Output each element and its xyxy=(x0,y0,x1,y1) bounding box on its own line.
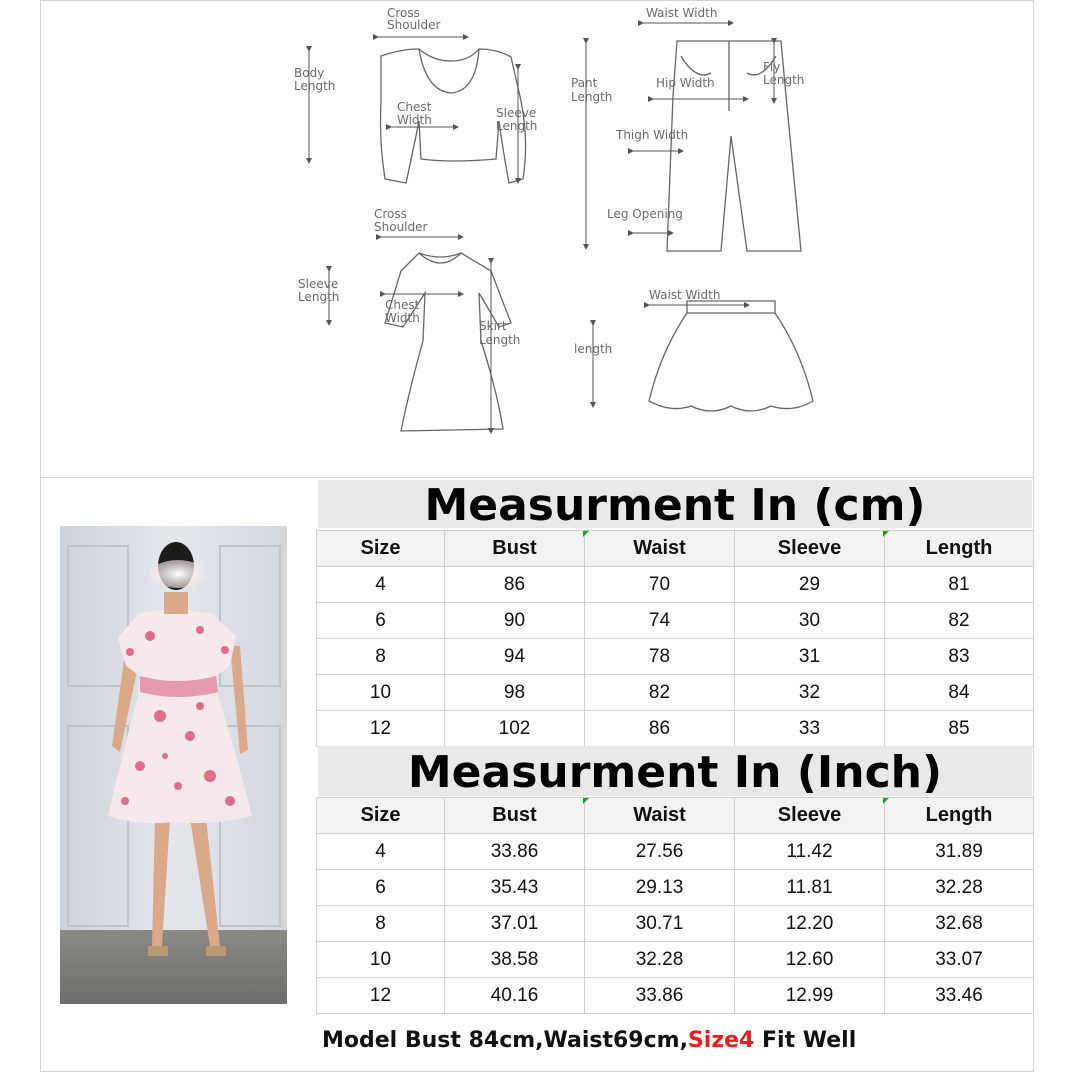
cell-waist: 27.56 xyxy=(585,834,735,870)
cell-length: 33.46 xyxy=(885,978,1034,1014)
note-size-highlight: Size4 xyxy=(687,1028,755,1053)
cell-length: 33.07 xyxy=(885,942,1034,978)
cell-waist: 74 xyxy=(585,603,735,639)
label-body-length: Body xyxy=(294,66,325,80)
label-length: length xyxy=(574,342,613,356)
cell-sleeve: 12.99 xyxy=(735,978,885,1014)
cell-marker-icon xyxy=(883,531,889,537)
label-skirt-waist-width: Waist Width xyxy=(649,288,721,302)
size-table-cm xyxy=(316,530,1034,747)
table-row xyxy=(317,834,1034,870)
svg-text:Width: Width xyxy=(397,113,432,127)
header-size: Size xyxy=(317,798,445,834)
cell-size: 10 xyxy=(317,942,445,978)
cell-size: 12 xyxy=(317,978,445,1014)
label-cross-shoulder: Cross xyxy=(387,6,420,20)
table-row xyxy=(317,870,1034,906)
cell-sleeve: 31 xyxy=(735,639,885,675)
header-waist: Waist xyxy=(585,798,735,834)
cell-length: 84 xyxy=(885,675,1034,711)
measurement-diagram xyxy=(41,1,1035,479)
table-title-inch: Measurment In (Inch) xyxy=(318,746,1032,796)
cell-bust: 35.43 xyxy=(445,870,585,906)
label-waist-width: Waist Width xyxy=(646,6,718,20)
label-dress-cross-shoulder: Cross xyxy=(374,207,407,221)
header-waist: Waist xyxy=(585,531,735,567)
cell-size: 8 xyxy=(317,906,445,942)
cell-bust: 98 xyxy=(445,675,585,711)
cell-bust: 38.58 xyxy=(445,942,585,978)
skirt-sketch xyxy=(649,301,813,411)
cell-sleeve: 12.20 xyxy=(735,906,885,942)
label-skirt-length: Skirt xyxy=(479,319,507,333)
label-pant-length: Pant xyxy=(571,76,598,90)
cell-bust: 33.86 xyxy=(445,834,585,870)
cell-size: 6 xyxy=(317,870,445,906)
svg-text:Length: Length xyxy=(479,333,521,347)
cell-sleeve: 11.81 xyxy=(735,870,885,906)
table-header-row xyxy=(317,798,1034,834)
size-table-inch xyxy=(316,797,1034,1014)
cell-size: 12 xyxy=(317,711,445,747)
cell-bust: 102 xyxy=(445,711,585,747)
svg-text:Width: Width xyxy=(385,311,420,325)
table-row xyxy=(317,603,1034,639)
table-row xyxy=(317,906,1034,942)
label-dress-sleeve-length: Sleeve xyxy=(298,277,339,291)
label-dress-chest-width: Chest xyxy=(385,298,420,312)
cell-size: 4 xyxy=(317,834,445,870)
svg-text:Shoulder: Shoulder xyxy=(374,220,428,234)
cell-bust: 94 xyxy=(445,639,585,675)
header-size: Size xyxy=(317,531,445,567)
cell-length: 31.89 xyxy=(885,834,1034,870)
cell-size: 6 xyxy=(317,603,445,639)
cell-marker-icon xyxy=(883,798,889,804)
model-photo-illustration xyxy=(60,526,287,1004)
note-text: Model Bust 84cm,Waist69cm, xyxy=(322,1028,688,1053)
measurement-diagram-panel xyxy=(40,0,1034,478)
header-bust: Bust xyxy=(445,798,585,834)
cell-waist: 32.28 xyxy=(585,942,735,978)
cell-sleeve: 30 xyxy=(735,603,885,639)
svg-text:Length: Length xyxy=(496,119,538,133)
cell-size: 4 xyxy=(317,567,445,603)
label-leg-opening: Leg Opening xyxy=(607,207,683,221)
svg-text:Length: Length xyxy=(763,73,805,87)
header-length: Length xyxy=(885,798,1034,834)
header-length: Length xyxy=(885,531,1034,567)
cell-waist: 33.86 xyxy=(585,978,735,1014)
cell-sleeve: 12.60 xyxy=(735,942,885,978)
note-text-end: Fit Well xyxy=(754,1028,857,1053)
cell-sleeve: 11.42 xyxy=(735,834,885,870)
cell-bust: 37.01 xyxy=(445,906,585,942)
table-row xyxy=(317,675,1034,711)
cell-length: 32.68 xyxy=(885,906,1034,942)
cell-waist: 78 xyxy=(585,639,735,675)
cell-waist: 70 xyxy=(585,567,735,603)
cell-bust: 90 xyxy=(445,603,585,639)
cell-waist: 29.13 xyxy=(585,870,735,906)
table-row xyxy=(317,567,1034,603)
header-bust: Bust xyxy=(445,531,585,567)
cell-marker-icon xyxy=(583,798,589,804)
svg-text:Length: Length xyxy=(294,79,336,93)
table-row xyxy=(317,639,1034,675)
cell-size: 10 xyxy=(317,675,445,711)
cell-waist: 86 xyxy=(585,711,735,747)
svg-text:Shoulder: Shoulder xyxy=(387,18,441,32)
svg-text:Length: Length xyxy=(298,290,340,304)
cell-length: 81 xyxy=(885,567,1034,603)
cell-length: 85 xyxy=(885,711,1034,747)
label-hip-width: Hip Width xyxy=(656,76,715,90)
model-fit-note xyxy=(322,1028,856,1053)
table-row xyxy=(317,942,1034,978)
cell-waist: 30.71 xyxy=(585,906,735,942)
cell-length: 32.28 xyxy=(885,870,1034,906)
cell-size: 8 xyxy=(317,639,445,675)
cell-bust: 86 xyxy=(445,567,585,603)
cell-bust: 40.16 xyxy=(445,978,585,1014)
model-photo xyxy=(60,526,287,1004)
table-row xyxy=(317,978,1034,1014)
header-sleeve: Sleeve xyxy=(735,531,885,567)
label-sleeve-length: Sleeve xyxy=(496,106,537,120)
cell-length: 83 xyxy=(885,639,1034,675)
label-chest-width: Chest xyxy=(397,100,432,114)
cell-sleeve: 32 xyxy=(735,675,885,711)
table-row xyxy=(317,711,1034,747)
cell-marker-icon xyxy=(583,531,589,537)
table-title-cm: Measurment In (cm) xyxy=(318,480,1032,528)
cell-length: 82 xyxy=(885,603,1034,639)
cell-waist: 82 xyxy=(585,675,735,711)
table-header-row xyxy=(317,531,1034,567)
label-fly-length: Fly xyxy=(763,60,781,74)
svg-text:Length: Length xyxy=(571,90,613,104)
cell-sleeve: 29 xyxy=(735,567,885,603)
label-thigh-width: Thigh Width xyxy=(616,128,689,142)
header-sleeve: Sleeve xyxy=(735,798,885,834)
cell-sleeve: 33 xyxy=(735,711,885,747)
